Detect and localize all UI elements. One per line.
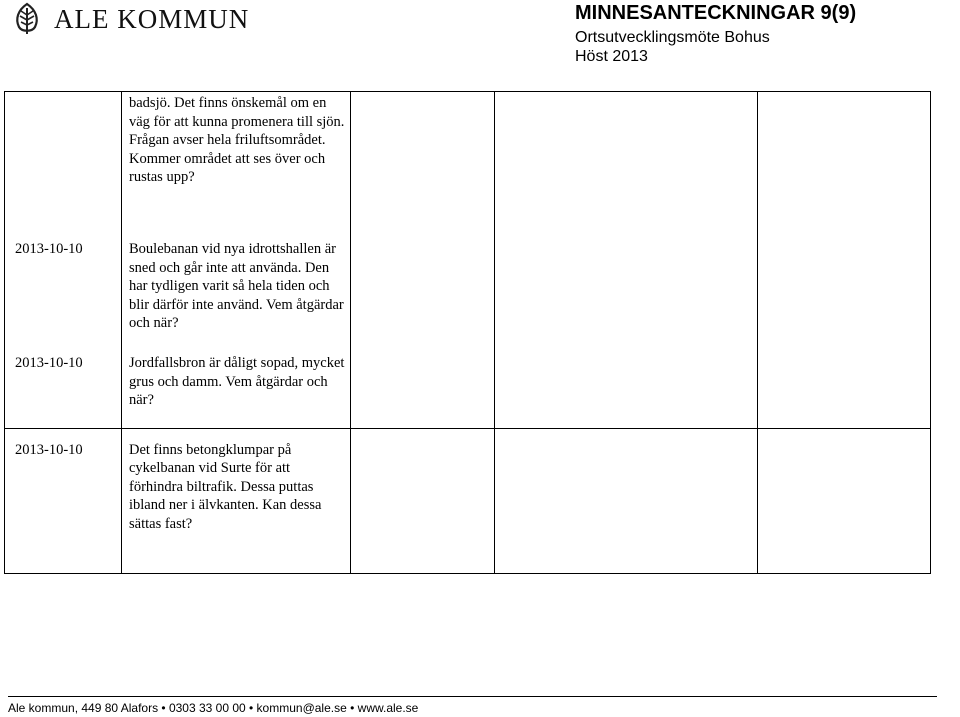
footer-divider [8, 696, 937, 697]
empty-cell [758, 428, 931, 573]
question-cell [122, 92, 351, 429]
entry-date [12, 94, 117, 222]
meeting-term: Höst 2013 [575, 48, 648, 65]
table-row [5, 428, 931, 573]
entry-text: Boulebanan vid nya idrottshallen är sned och går inte att använda. Den har tydligen varit så hela tiden och blir därför inte använd. Vem åtgärdar och när? [129, 241, 344, 331]
org-logo [10, 2, 249, 36]
empty-cell [495, 428, 758, 573]
minutes-table [4, 91, 931, 574]
meeting-name: Ortsutvecklingsmöte Bohus [575, 29, 770, 46]
entry-date: 2013-10-10 [15, 241, 83, 257]
question-cell [122, 428, 351, 573]
org-name: ALE KOMMUN [54, 4, 250, 34]
empty-cell [351, 92, 495, 429]
table-row [5, 92, 931, 429]
entry-date: 2013-10-10 [15, 441, 83, 458]
date-cell [5, 428, 122, 573]
leaf-emblem-icon [10, 2, 44, 36]
empty-cell [758, 92, 931, 429]
document-title: MINNESANTECKNINGAR 9(9) [575, 2, 857, 24]
entry-date: 2013-10-10 [15, 355, 83, 371]
empty-cell [351, 428, 495, 573]
entry-text: Jordfallsbron är dåligt sopad, mycket grus och damm. Vem åtgärdar och när? [129, 355, 345, 408]
entry-text: Det finns betongklumpar på cykelbanan vid Surte för att förhindra biltrafik. Dessa puttas ibland ner i älvkanten. Kan dessa sättas fast? [129, 441, 322, 532]
entry-text: badsjö. Det finns önskemål om en väg för att kunna promenera till sjön. Frågan avser hela friluftsområdet. Kommer området att ses över och rustas upp? [129, 95, 345, 185]
date-cell [5, 92, 122, 429]
empty-cell [495, 92, 758, 429]
footer-contact: Ale kommun, 449 80 Alafors • 0303 33 00 00 • kommun@ale.se • www.ale.se [8, 701, 419, 715]
